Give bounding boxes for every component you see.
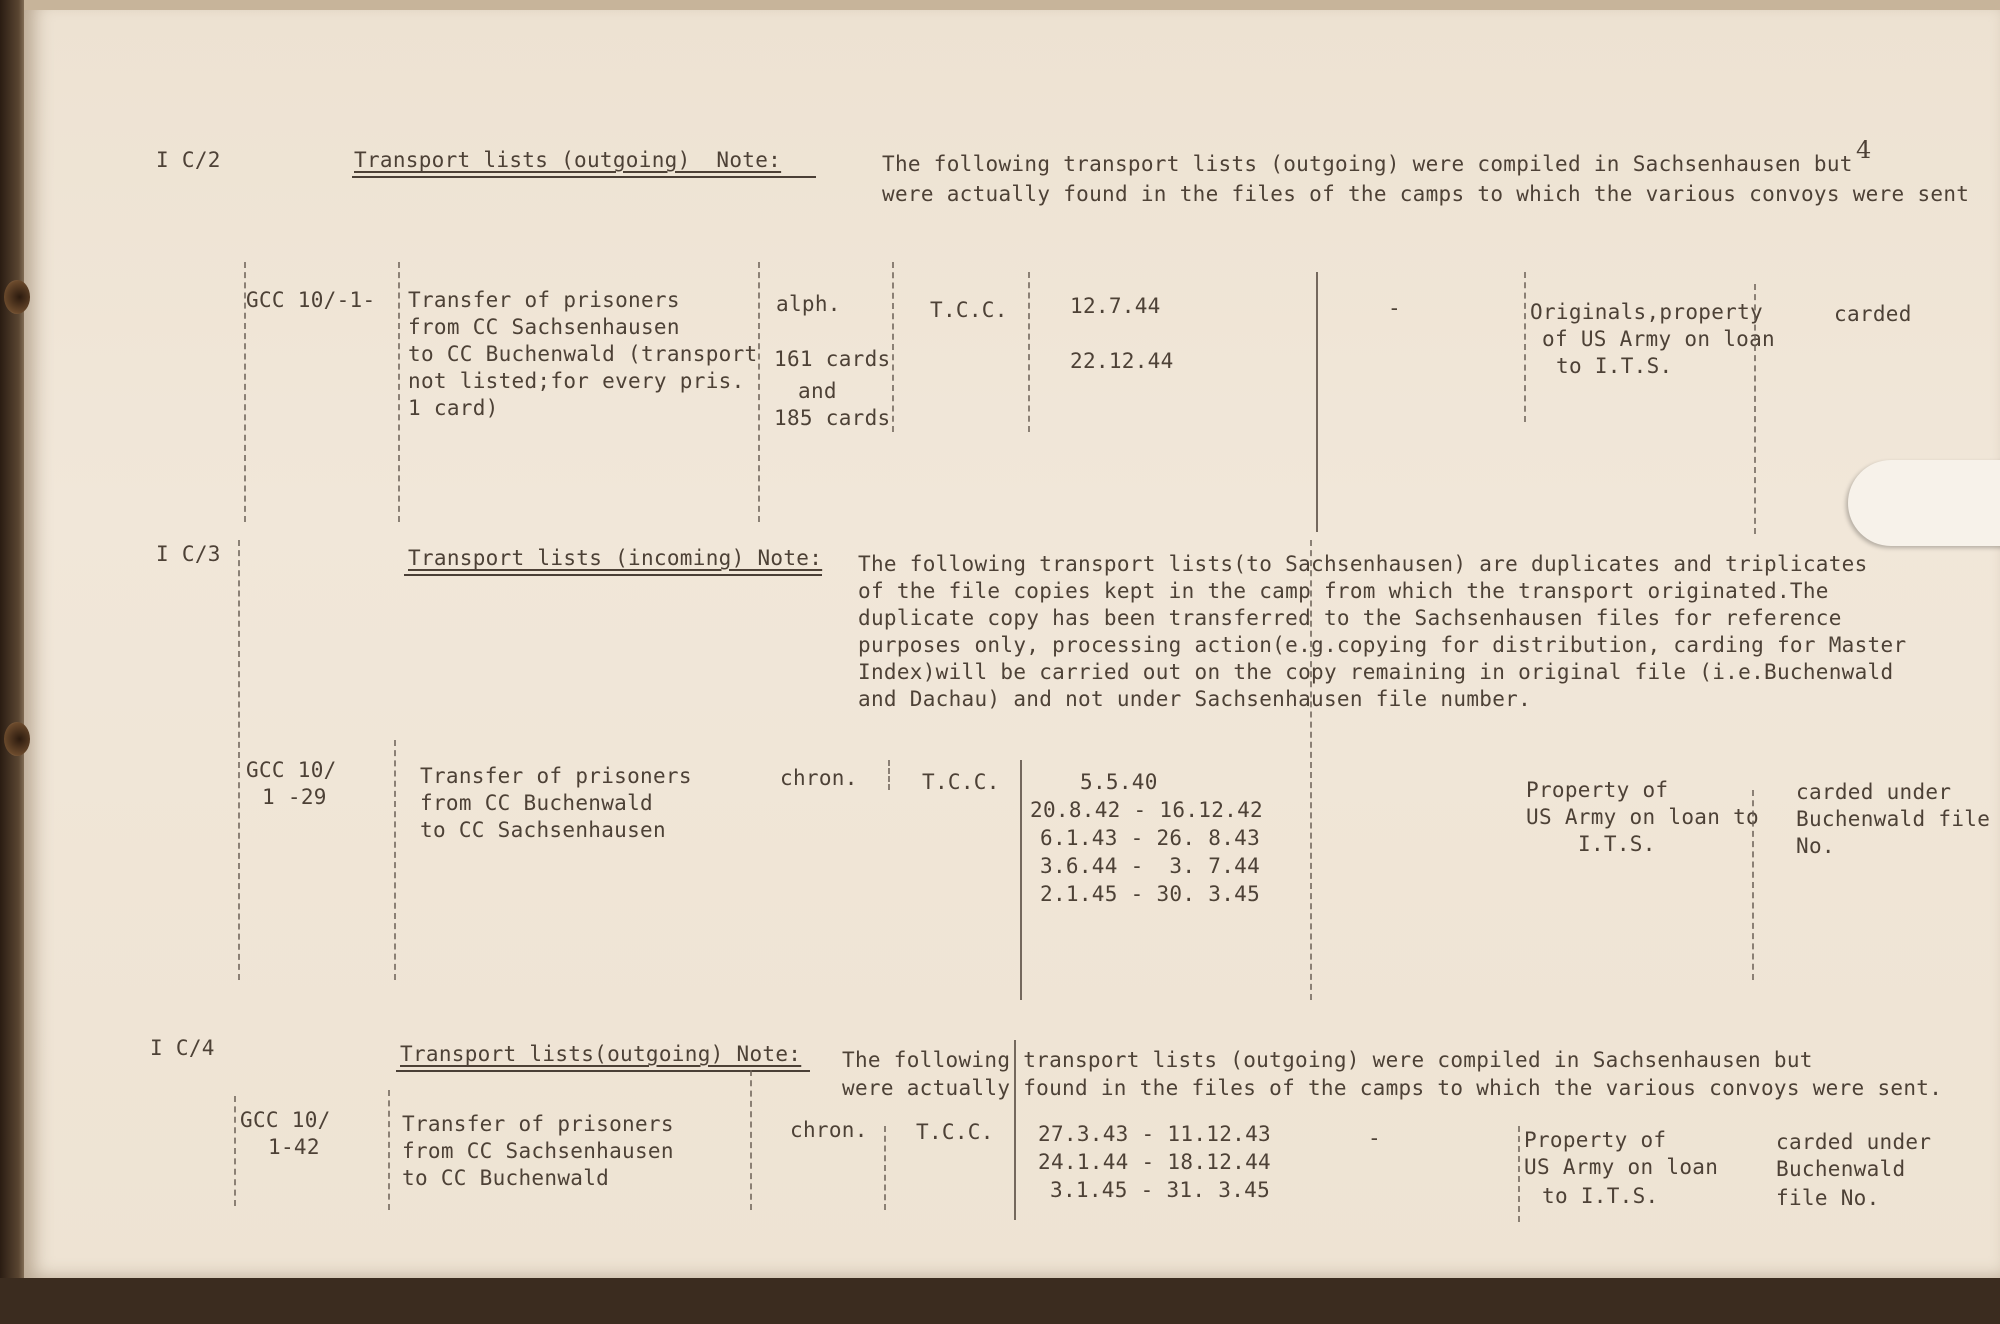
note-line: The following transport lists (outgoing) were compiled in Sachsenhausen but — [882, 152, 1853, 176]
column-rule — [892, 262, 894, 432]
note-line: were actually found in the files of the camps to which the various convoys were sent. — [842, 1076, 1943, 1100]
column-rule — [1752, 790, 1754, 980]
status-line: No. — [1796, 834, 1835, 858]
remarks-line: Property of — [1526, 778, 1669, 802]
description-line: Transfer of prisoners — [402, 1112, 674, 1136]
column-rule — [1754, 284, 1756, 534]
note-line: duplicate copy has been transferred to the Sachsenhausen files for reference — [858, 606, 1842, 630]
column-rule — [398, 262, 400, 522]
date-range: 3.1.45 - 31. 3.45 — [1050, 1178, 1271, 1202]
column-rule — [750, 1070, 752, 1210]
card-count: 185 cards — [774, 406, 891, 430]
card-count: and — [798, 379, 837, 403]
section-heading: Transport lists(outgoing) Note: — [400, 1042, 802, 1066]
date-range: 12.7.44 — [1070, 294, 1161, 318]
file-number: GCC 10/-1- — [246, 288, 376, 312]
remarks-line: US Army on loan — [1524, 1155, 1719, 1179]
page-number: 4 — [1856, 136, 1872, 164]
column-rule — [244, 262, 246, 522]
record-type: T.C.C. — [922, 770, 1000, 794]
column-rule — [1028, 272, 1030, 432]
section-code: I C/3 — [156, 542, 221, 566]
description-line: 1 card) — [408, 396, 499, 420]
description-line: from CC Sachsenhausen — [408, 315, 680, 339]
heading-underline — [396, 1070, 810, 1072]
remarks-line: Originals,property — [1530, 300, 1763, 324]
description-line: Transfer of prisoners — [420, 764, 692, 788]
remarks-line: US Army on loan to — [1526, 805, 1759, 829]
binding-hole — [4, 722, 30, 756]
note-line: The following transport lists(to Sachsenhausen) are duplicates and triplicates — [858, 552, 1868, 576]
date-range: 2.1.45 - 30. 3.45 — [1040, 882, 1261, 906]
file-number: 1 -29 — [262, 785, 327, 809]
description-line: from CC Sachsenhausen — [402, 1139, 674, 1163]
record-type: T.C.C. — [930, 298, 1008, 322]
description-line: not listed;for every pris. — [408, 369, 745, 393]
file-number: GCC 10/ — [246, 758, 337, 782]
column-rule — [394, 740, 396, 980]
description-line: to CC Buchenwald (transport — [408, 342, 758, 366]
date-range: 3.6.44 - 3. 7.44 — [1040, 854, 1261, 878]
page-top-edge — [24, 0, 2000, 10]
description-line: Transfer of prisoners — [408, 288, 680, 312]
arrangement: alph. — [776, 292, 841, 316]
remarks-line: of US Army on loan — [1542, 327, 1775, 351]
status-line: Buchenwald file — [1796, 807, 1991, 831]
status-line: carded — [1834, 302, 1912, 326]
dash-mark: - — [1388, 296, 1401, 320]
arrangement: chron. — [790, 1118, 868, 1142]
column-rule — [1310, 540, 1312, 1000]
binding-hole — [4, 280, 30, 314]
column-rule — [388, 1090, 390, 1210]
description-line: to CC Sachsenhausen — [420, 818, 666, 842]
date-range: 27.3.43 - 11.12.43 — [1038, 1122, 1271, 1146]
column-rule — [238, 540, 240, 980]
remarks-line: Property of — [1524, 1128, 1667, 1152]
heading-underline — [352, 176, 816, 178]
arrangement: chron. — [780, 766, 858, 790]
description-line: to CC Buchenwald — [402, 1166, 610, 1190]
note-line: of the file copies kept in the camp from which the transport originated.The — [858, 579, 1829, 603]
background-strip — [0, 1278, 2000, 1324]
column-rule — [1518, 1126, 1520, 1222]
status-line: carded under — [1776, 1130, 1932, 1154]
date-range: 6.1.43 - 26. 8.43 — [1040, 826, 1261, 850]
column-rule — [758, 262, 760, 522]
section-heading: Transport lists (incoming) Note: — [408, 546, 823, 570]
note-line: Index)will be carried out on the copy remaining in original file (i.e.Buchenwald — [858, 660, 1894, 684]
column-rule — [234, 1096, 236, 1206]
column-rule — [884, 1126, 886, 1210]
dash-mark: - — [1368, 1126, 1381, 1150]
remarks-line: to I.T.S. — [1556, 354, 1673, 378]
file-number: 1-42 — [268, 1135, 320, 1159]
card-count: 161 cards — [774, 347, 891, 371]
column-rule — [1014, 1040, 1016, 1220]
date-range: 5.5.40 — [1080, 770, 1158, 794]
column-rule — [888, 760, 890, 790]
note-line: were actually found in the files of the camps to which the various convoys were sent — [882, 182, 1970, 206]
file-number: GCC 10/ — [240, 1108, 331, 1132]
remarks-line: I.T.S. — [1578, 832, 1656, 856]
column-rule — [1020, 760, 1022, 1000]
status-line: file No. — [1776, 1186, 1880, 1210]
date-range: 22.12.44 — [1070, 349, 1174, 373]
note-line: purposes only, processing action(e.g.copying for distribution, carding for Master — [858, 633, 1907, 657]
note-line: The following transport lists (outgoing) were compiled in Sachsenhausen but — [842, 1048, 1813, 1072]
status-line: carded under — [1796, 780, 1952, 804]
date-range: 20.8.42 - 16.12.42 — [1030, 798, 1263, 822]
heading-underline — [404, 574, 822, 576]
status-line: Buchenwald — [1776, 1157, 1906, 1181]
section-heading: Transport lists (outgoing) Note: — [354, 148, 782, 172]
section-code: I C/2 — [156, 148, 221, 172]
column-rule — [1316, 272, 1318, 532]
index-tab — [1848, 460, 2000, 546]
record-type: T.C.C. — [916, 1120, 994, 1144]
remarks-line: to I.T.S. — [1542, 1184, 1659, 1208]
date-range: 24.1.44 - 18.12.44 — [1038, 1150, 1271, 1174]
column-rule — [1524, 272, 1526, 422]
section-code: I C/4 — [150, 1036, 215, 1060]
note-line: and Dachau) and not under Sachsenhausen file number. — [858, 687, 1532, 711]
description-line: from CC Buchenwald — [420, 791, 653, 815]
